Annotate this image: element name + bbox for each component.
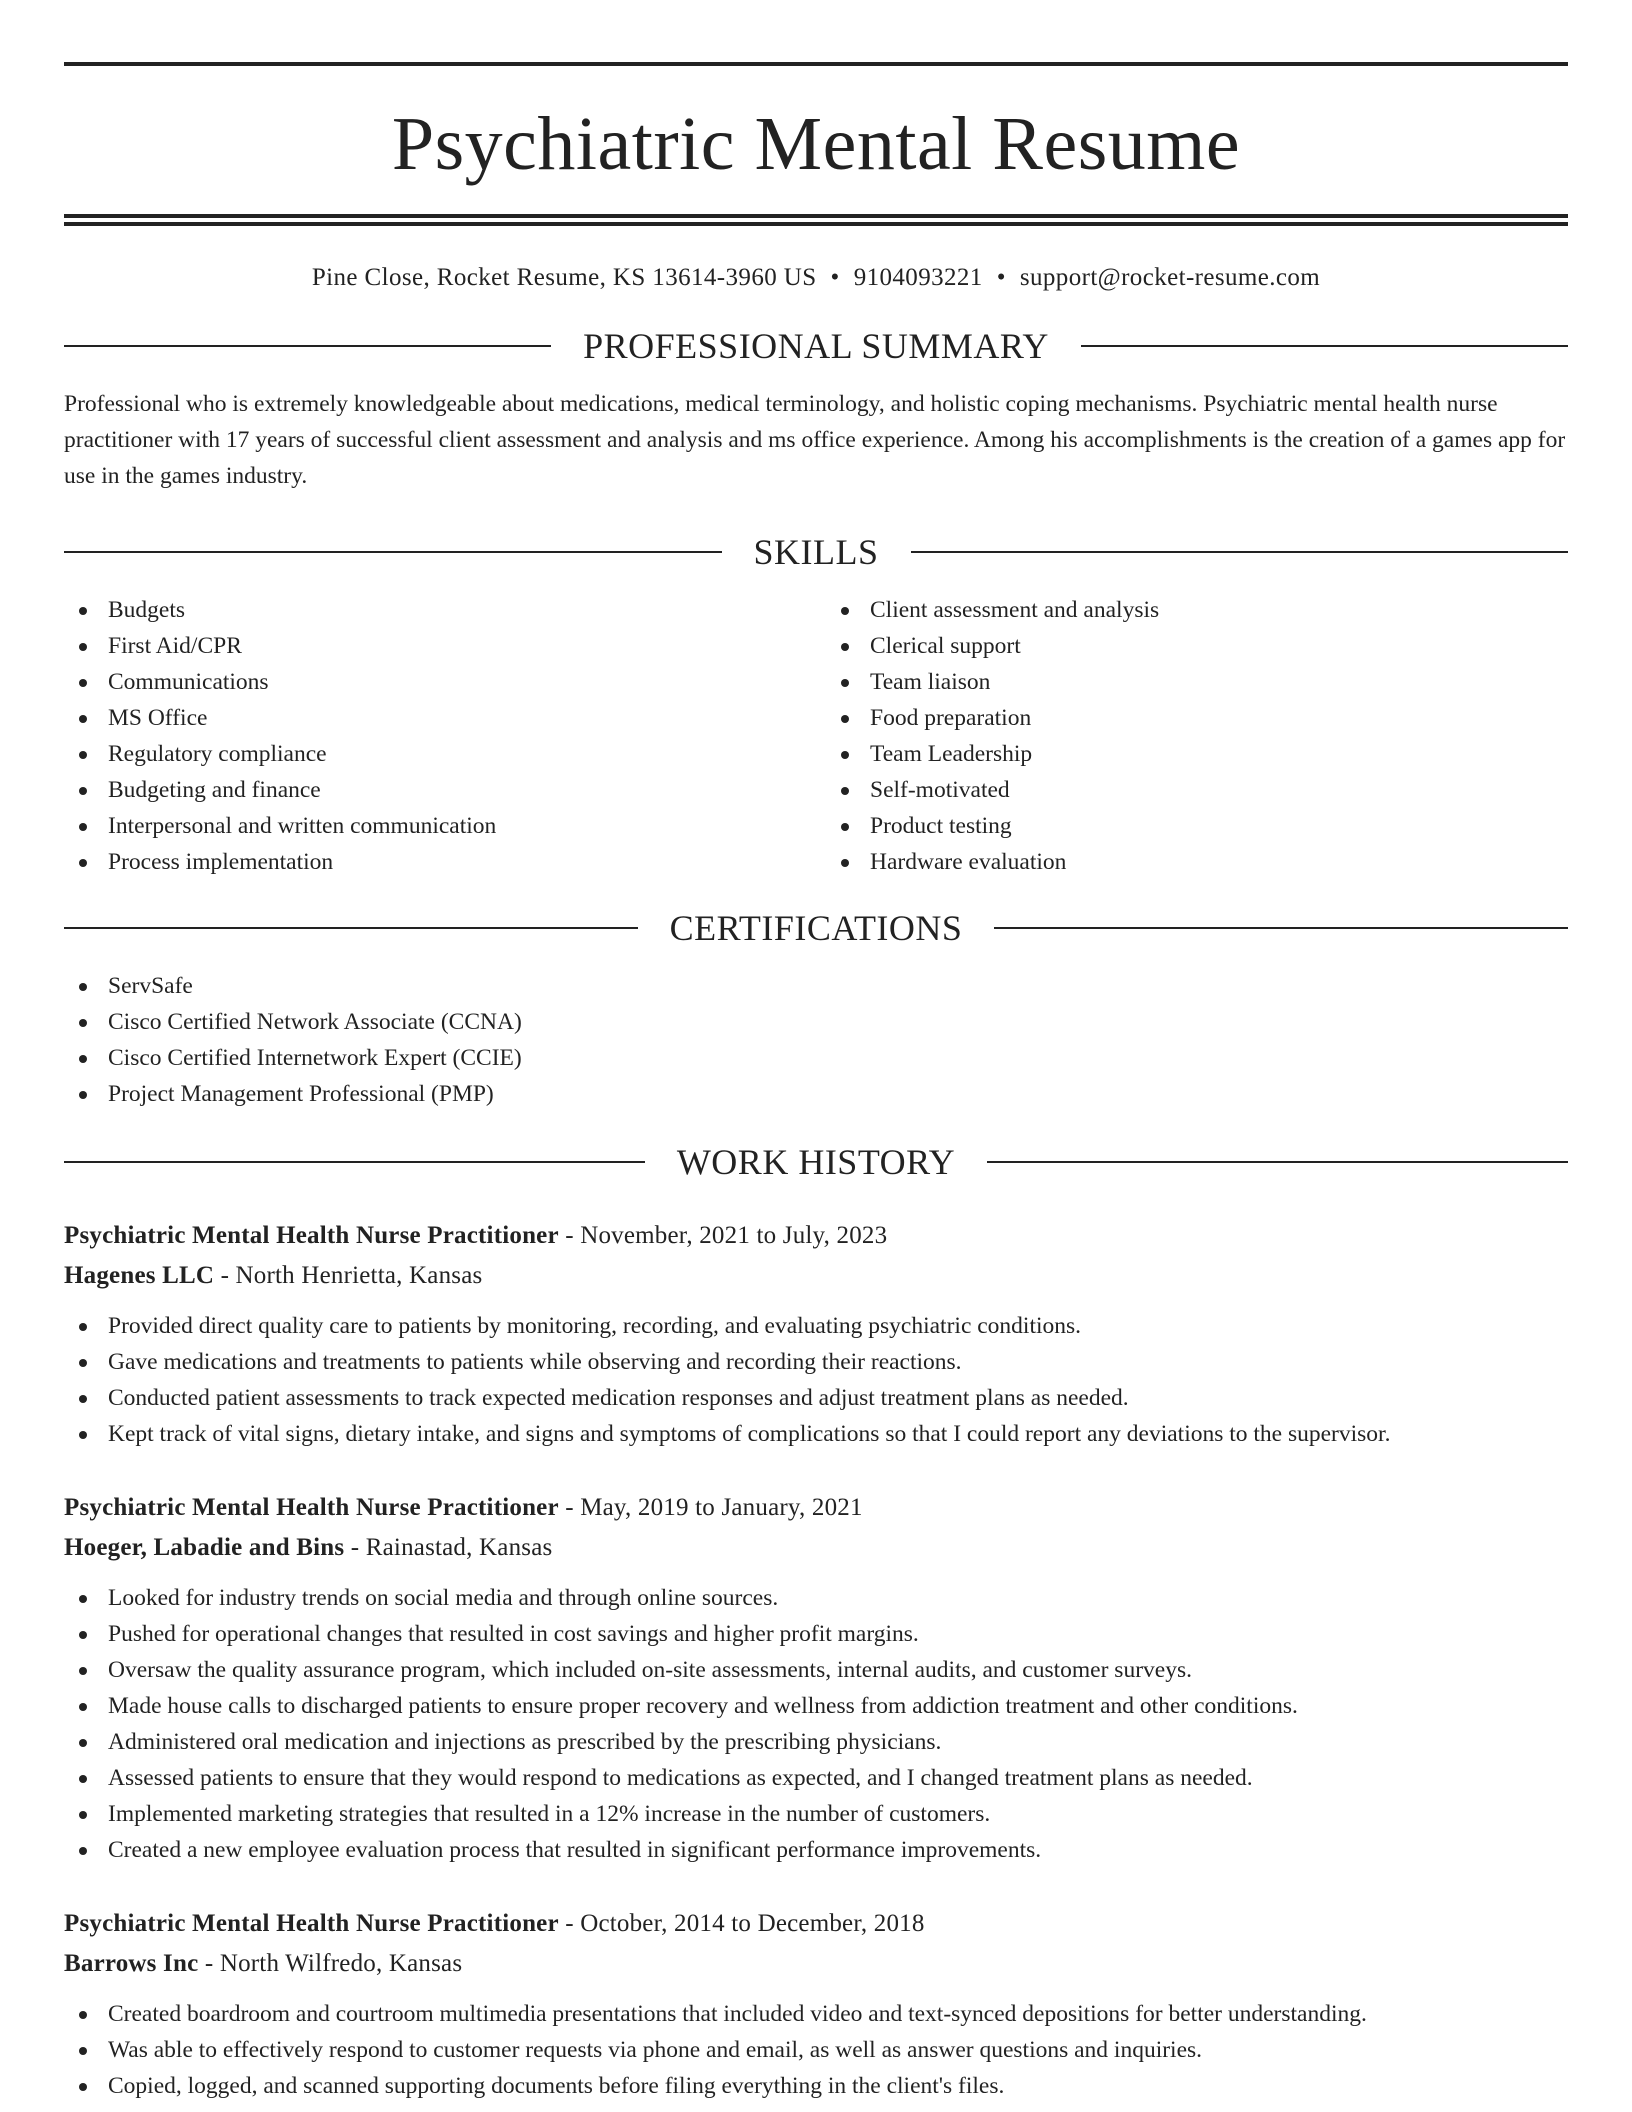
section-rule	[911, 551, 1569, 553]
contact-address: Pine Close, Rocket Resume, KS 13614-3960 US	[311, 264, 817, 291]
section-rule	[64, 551, 722, 553]
job-entry	[64, 1488, 1568, 1868]
contact-phone: 9104093221	[853, 264, 983, 291]
job-bullet: Kept track of vital signs, dietary intake, and signs and symptoms of complications so that I could report any deviations to the supervisor.	[64, 1416, 1568, 1452]
resume-page	[64, 0, 1568, 2104]
contact-separator: •	[996, 264, 1006, 291]
skills-section-header	[64, 534, 1568, 570]
certification-item: Project Management Professional (PMP)	[64, 1076, 1568, 1112]
section-rule	[1081, 345, 1568, 347]
skill-item: Team Leadership	[826, 736, 1568, 772]
job-company-line	[64, 1944, 1568, 1984]
skills-list-right	[826, 592, 1568, 880]
job-bullet: Provided direct quality care to patients by monitoring, recording, and evaluating psychiatric conditions.	[64, 1308, 1568, 1344]
skill-item: Clerical support	[826, 628, 1568, 664]
skills-list-left	[64, 592, 806, 880]
section-rule	[64, 345, 551, 347]
job-bullet: Copied, logged, and scanned supporting documents before filing everything in the client's files.	[64, 2068, 1568, 2104]
job-entry	[64, 1216, 1568, 1452]
job-bullet: Administered oral medication and injections as prescribed by the prescribing physicians.	[64, 1724, 1568, 1760]
skill-item: Hardware evaluation	[826, 844, 1568, 880]
job-company-line	[64, 1528, 1568, 1568]
skills-section-title: SKILLS	[753, 532, 879, 572]
summary-section-header	[64, 328, 1568, 364]
skill-item: Communications	[64, 664, 806, 700]
certifications-section-header	[64, 910, 1568, 946]
job-bullet: Implemented marketing strategies that resulted in a 12% increase in the number of customers.	[64, 1796, 1568, 1832]
job-company: Hoeger, Labadie and Bins	[64, 1534, 345, 1561]
job-title-line	[64, 1488, 1568, 1528]
skills-grid	[64, 592, 1568, 880]
job-bullet: Gave medications and treatments to patients while observing and recording their reactions.	[64, 1344, 1568, 1380]
job-title-line	[64, 1216, 1568, 1256]
double-rule	[64, 214, 1568, 226]
job-dates: - May, 2019 to January, 2021	[558, 1494, 863, 1521]
skill-item: Client assessment and analysis	[826, 592, 1568, 628]
job-bullet: Conducted patient assessments to track expected medication responses and adjust treatment plans as needed.	[64, 1380, 1568, 1416]
certifications-section-title: CERTIFICATIONS	[669, 908, 963, 948]
section-rule	[987, 1161, 1568, 1163]
job-location: - North Wilfredo, Kansas	[198, 1950, 463, 1977]
section-rule	[994, 927, 1568, 929]
section-rule	[64, 1161, 645, 1163]
contact-email: support@rocket-resume.com	[1019, 264, 1321, 291]
skill-item: MS Office	[64, 700, 806, 736]
certification-item: ServSafe	[64, 968, 1568, 1004]
job-company: Hagenes LLC	[64, 1262, 215, 1289]
certifications-list	[64, 968, 1568, 1112]
job-location: - North Henrietta, Kansas	[214, 1262, 483, 1289]
skill-item: First Aid/CPR	[64, 628, 806, 664]
skill-item: Self-motivated	[826, 772, 1568, 808]
skill-item: Budgeting and finance	[64, 772, 806, 808]
job-title-line	[64, 1904, 1568, 1944]
job-dates: - October, 2014 to December, 2018	[558, 1910, 925, 1937]
summary-text: Professional who is extremely knowledgeable about medications, medical terminology, and holistic coping mechanisms. Psychiatric mental health nurse practitioner with 17 years of successful client assessment and analysis and ms office experience. Among his accomplishments is the creation of a games app for use in the games industry.	[64, 391, 1566, 489]
job-dates: - November, 2021 to July, 2023	[558, 1222, 888, 1249]
section-rule	[64, 927, 638, 929]
skill-item: Product testing	[826, 808, 1568, 844]
skill-item: Team liaison	[826, 664, 1568, 700]
certification-item: Cisco Certified Internetwork Expert (CCIE)	[64, 1040, 1568, 1076]
job-company: Barrows Inc	[64, 1950, 199, 1977]
contact-line	[64, 264, 1568, 292]
skill-item: Process implementation	[64, 844, 806, 880]
skill-item: Budgets	[64, 592, 806, 628]
skill-item: Food preparation	[826, 700, 1568, 736]
work-section-header	[64, 1144, 1568, 1180]
job-bullet: Created a new employee evaluation process that resulted in significant performance improvements.	[64, 1832, 1568, 1868]
summary-section-title: PROFESSIONAL SUMMARY	[583, 326, 1049, 366]
job-bullets	[64, 1308, 1568, 1452]
work-section-title: WORK HISTORY	[676, 1142, 956, 1182]
job-title: Psychiatric Mental Health Nurse Practitioner	[64, 1222, 559, 1249]
job-entry	[64, 1904, 1568, 2104]
contact-separator: •	[830, 264, 840, 291]
job-bullet: Pushed for operational changes that resulted in cost savings and higher profit margins.	[64, 1616, 1568, 1652]
top-rule	[64, 62, 1568, 66]
job-title: Psychiatric Mental Health Nurse Practitioner	[64, 1910, 559, 1937]
job-bullet: Looked for industry trends on social media and through online sources.	[64, 1580, 1568, 1616]
job-bullet: Made house calls to discharged patients to ensure proper recovery and wellness from addiction treatment and other conditions.	[64, 1688, 1568, 1724]
job-bullet: Oversaw the quality assurance program, which included on-site assessments, internal audits, and customer surveys.	[64, 1652, 1568, 1688]
job-location: - Rainastad, Kansas	[344, 1534, 553, 1561]
skill-item: Regulatory compliance	[64, 736, 806, 772]
job-bullets	[64, 1996, 1568, 2104]
job-bullet: Was able to effectively respond to customer requests via phone and email, as well as answer questions and inquiries.	[64, 2032, 1568, 2068]
job-title: Psychiatric Mental Health Nurse Practitioner	[64, 1494, 559, 1521]
job-company-line	[64, 1256, 1568, 1296]
certification-item: Cisco Certified Network Associate (CCNA)	[64, 1004, 1568, 1040]
job-bullet: Created boardroom and courtroom multimedia presentations that included video and text-synced depositions for better understanding.	[64, 1996, 1568, 2032]
resume-name: Psychiatric Mental Resume	[391, 102, 1241, 186]
skill-item: Interpersonal and written communication	[64, 808, 806, 844]
job-bullets	[64, 1580, 1568, 1868]
job-bullet: Assessed patients to ensure that they would respond to medications as expected, and I changed treatment plans as needed.	[64, 1760, 1568, 1796]
